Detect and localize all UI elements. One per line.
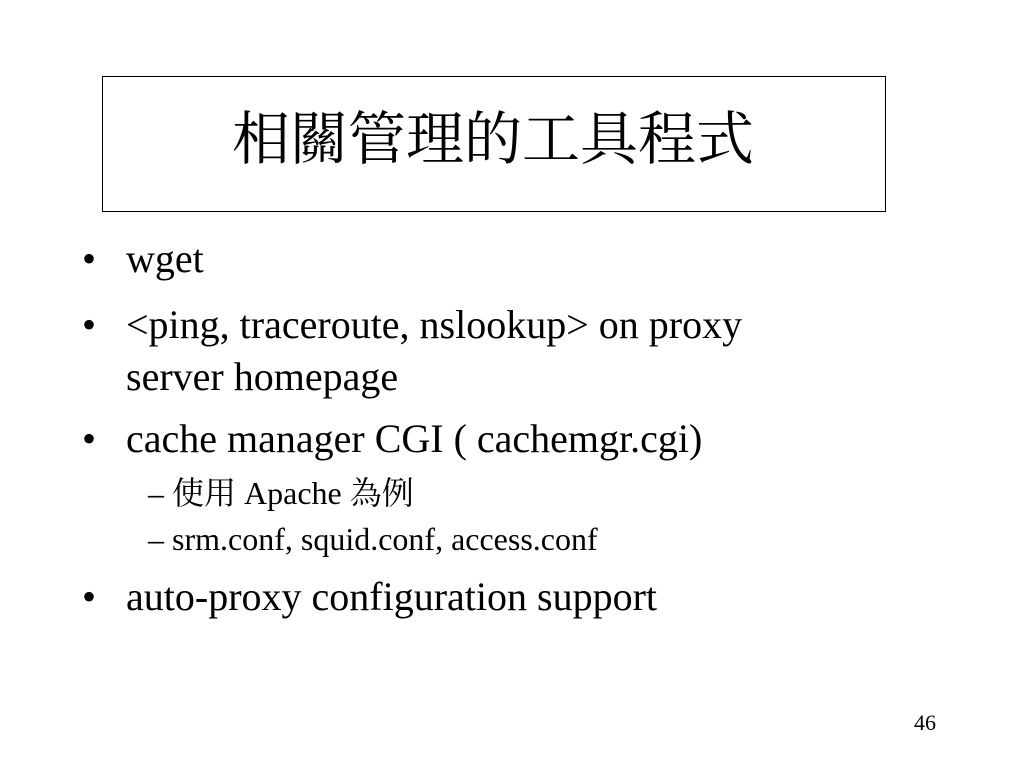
sub-bullet-dash: –: [148, 521, 164, 557]
bullet-dot: •: [82, 236, 97, 281]
sub-bullet-latin: Apache: [236, 475, 350, 511]
bullet-dot: •: [82, 302, 97, 347]
page-number: 46: [914, 710, 936, 735]
bullet-text: cache manager CGI ( cachemgr.cgi): [126, 416, 703, 461]
slide-title-box: [102, 76, 886, 212]
bullet-text-line2: server homepage: [126, 354, 399, 399]
sub-bullet-dash: –: [148, 475, 164, 511]
sub-bullet-text: srm.conf, squid.conf, access.conf: [172, 521, 598, 557]
bullet-text: wget: [126, 236, 204, 281]
bullet-text-line1: <ping, traceroute, nslookup> on proxy: [126, 302, 743, 347]
sub-bullet-cjk-prefix: 使用: [172, 474, 237, 512]
slide-title: 相關管理的工具程式: [232, 105, 755, 173]
bullet-text: auto-proxy configuration support: [126, 574, 657, 619]
bullet-dot: •: [82, 416, 97, 461]
sub-bullet-text: [172, 472, 414, 514]
bullet-dot: •: [82, 574, 97, 619]
sub-bullet-cjk-suffix: 為例: [349, 474, 414, 512]
